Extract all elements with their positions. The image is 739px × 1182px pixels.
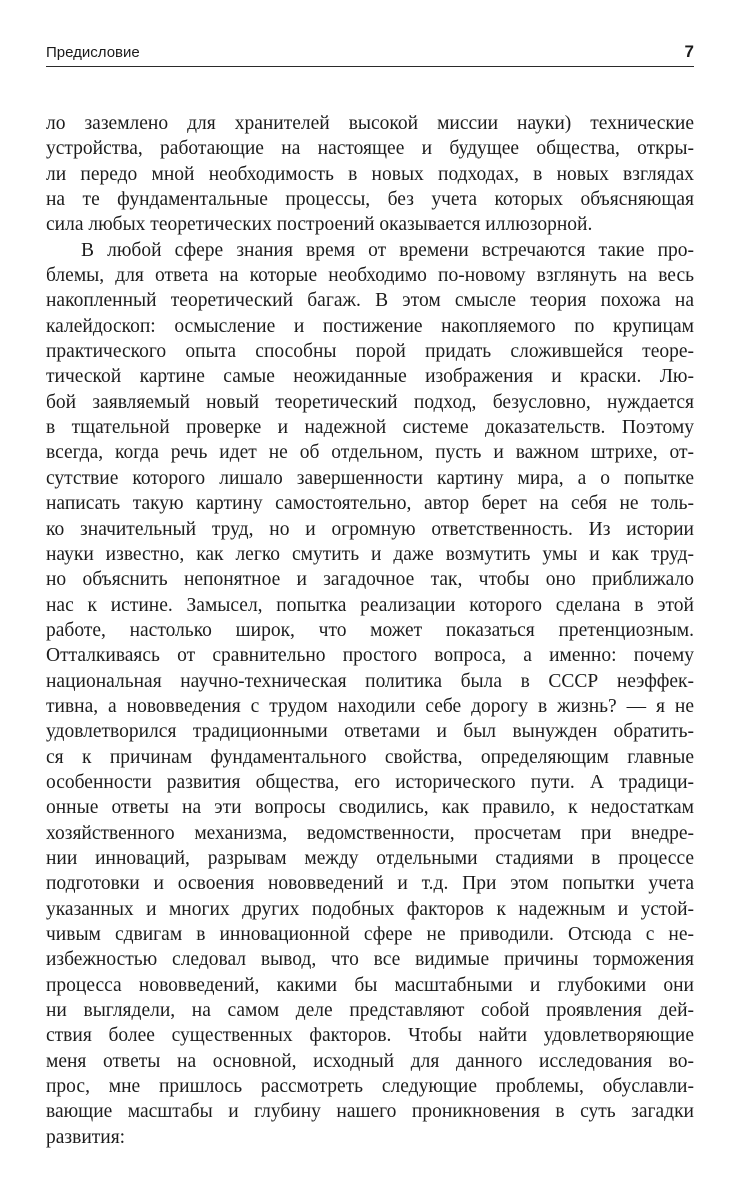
text-line: В любой сфере знания время от времени встречаются такие про-: [81, 239, 694, 261]
text-line: онные ответы на эти вопросы сводились, как правило, к недостаткам: [46, 797, 694, 819]
text-line: удовлетворился традиционными ответами и был вынужден обратить-: [46, 721, 694, 743]
text-line: накопленный теоретический багаж. В этом смысле теория похожа на: [46, 290, 694, 312]
text-line: развития:: [46, 1126, 126, 1148]
paragraph: [46, 111, 694, 238]
text-line: ся к причинам фундаментального свойства, определяющим главные: [46, 746, 694, 768]
text-line: тической картине самые неожиданные изображения и краски. Лю-: [46, 366, 694, 388]
text-line: ни выглядели, на самом деле представляют собой проявления дей-: [46, 1000, 694, 1022]
running-head: [46, 42, 694, 66]
text-line: тивна, а нововведения с трудом находили себе дорогу в жизнь? — я не: [46, 695, 694, 717]
text-line: науки известно, как легко смутить и даже возмутить умы и как труд-: [46, 543, 694, 565]
text-line: устройства, работающие на настоящее и будущее общества, откры-: [46, 138, 694, 160]
text-line: вающие масштабы и глубину нашего проникновения в суть загадки: [46, 1101, 694, 1123]
text-line: указанных и многих других подобных факторов к надежным и устой-: [46, 898, 694, 920]
text-line: национальная научно-техническая политика была в СССР неэффек-: [46, 670, 694, 692]
text-line: сила любых теоретических построений оказывается иллюзорной.: [46, 214, 593, 236]
text-line: ло заземлено для хранителей высокой миссии науки) технические: [46, 113, 694, 134]
text-line: на те фундаментальные процессы, без учета которых объясняющая: [46, 189, 694, 211]
text-line: ствия более существенных факторов. Чтобы найти удовлетворяющие: [46, 1025, 694, 1047]
text-line: блемы, для ответа на которые необходимо по-новому взглянуть на весь: [46, 265, 694, 287]
text-line: сутствие которого лишало завершенности картину мира, а о попытке: [46, 467, 694, 489]
text-line: калейдоскоп: осмысление и постижение накопляемого по крупицам: [46, 315, 694, 337]
text-line: ли передо мной необходимость в новых подходах, в новых взглядах: [46, 163, 694, 185]
text-line: особенности развития общества, его исторического пути. А традици-: [46, 771, 694, 793]
text-line: Отталкиваясь от сравнительно простого вопроса, а именно: почему: [46, 645, 694, 667]
text-line: нии инноваций, разрывам между отдельными стадиями в процессе: [46, 847, 694, 869]
text-line: хозяйственного механизма, ведомственности, просчетам при внедре-: [46, 822, 694, 844]
section-title: Предисловие: [46, 44, 140, 61]
text-line: бой заявляемый новый теоретический подход, безусловно, нуждается: [46, 391, 694, 413]
text-line: нас к истине. Замысел, попытка реализации которого сделана в этой: [46, 594, 694, 616]
page-number: 7: [684, 42, 694, 61]
body-text: [46, 111, 694, 1150]
text-line: работе, настолько широк, что может показаться претенциозным.: [46, 619, 694, 641]
header-rule: [46, 66, 694, 67]
text-line: процесса нововведений, какими бы масштабными и глубокими они: [46, 974, 694, 996]
paragraph: [46, 238, 694, 1150]
text-line: написать такую картину самостоятельно, автор берет на себя не толь-: [46, 493, 694, 515]
text-line: в тщательной проверке и надежной системе доказательств. Поэтому: [46, 417, 694, 439]
text-line: прос, мне пришлось рассмотреть следующие проблемы, обуславли-: [46, 1076, 694, 1098]
text-line: меня ответы на основной, исходный для данного исследования во-: [46, 1050, 694, 1072]
text-line: практического опыта способны порой придать сложившейся теоре-: [46, 341, 694, 363]
text-line: всегда, когда речь идет не об отдельном, пусть и важном штрихе, от-: [46, 442, 694, 464]
text-line: подготовки и освоения нововведений и т.д. При этом попытки учета: [46, 873, 694, 895]
text-line: чивым сдвигам в инновационной сфере не приводили. Отсюда с не-: [46, 924, 694, 945]
text-line: ко значительный труд, но и огромную ответственность. Из истории: [46, 518, 694, 540]
text-line: но объяснить непонятное и загадочное так, чтобы оно приближало: [46, 569, 694, 591]
text-line: избежностью следовал вывод, что все видимые причины торможения: [46, 949, 694, 971]
